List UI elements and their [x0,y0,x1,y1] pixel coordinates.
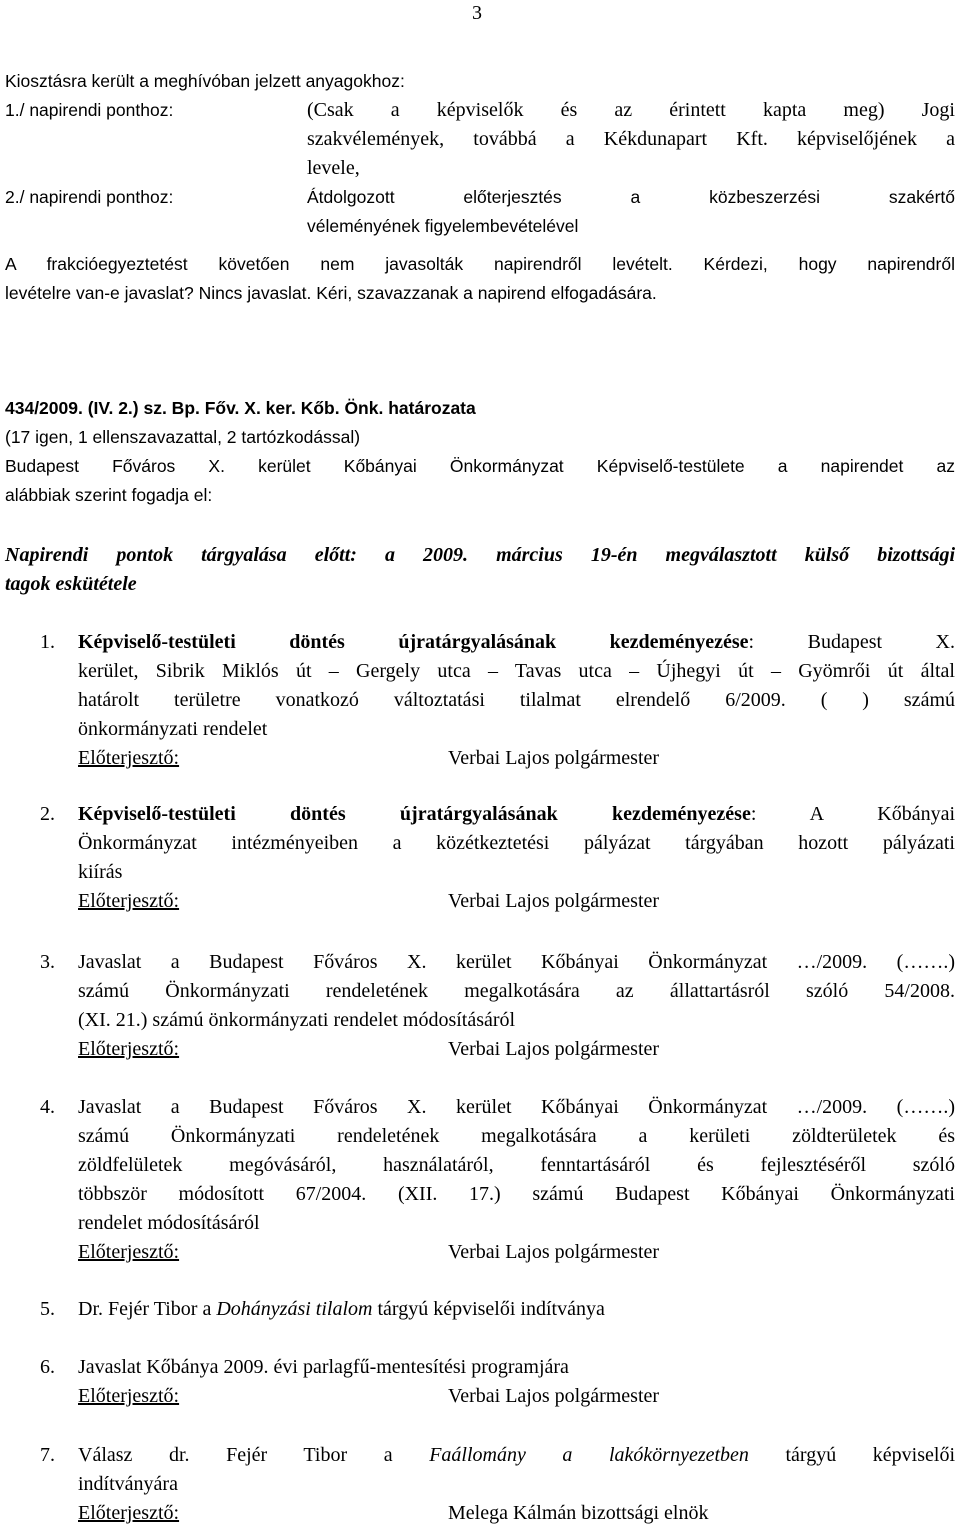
materials-intro: Kiosztásra került a meghívóban jelzett anyagokhoz: [5,71,405,91]
item-number: 3. [40,951,55,973]
item-line: (XI. 21.) számú önkormányzati rendelet módosításáról [78,1009,516,1031]
paragraph-line: levételre van-e javaslat? Nincs javaslat. Kéri, szavazzanak a napirend elfogadására. [5,283,657,303]
item-number: 7. [40,1444,55,1466]
item-line: önkormányzati rendelet [78,718,268,740]
item-text: tárgyú képviselői indítványa [377,1298,605,1320]
presenter-label: Előterjesztő: [78,1502,180,1524]
item-line: rendelet módosításáról [78,1212,260,1234]
resolution [5,394,955,510]
item-line: számú Önkormányzati rendeletének megalkotására az állattartásról szóló 54/2008. [78,980,955,1002]
resolution-title: 434/2009. (IV. 2.) sz. Bp. Főv. X. ker. Kőb. Önk. határozata [5,398,476,418]
presenter-name: Verbai Lajos polgármester [448,890,660,912]
agenda-item-6 [40,1353,955,1411]
presenter-name: Verbai Lajos polgármester [448,1241,660,1263]
presenter-label: Előterjesztő: [78,747,180,769]
materials-row-line: (Csak a képviselők és az érintett kapta meg) Jogi [307,99,955,121]
item-line: kiírás [78,861,123,883]
item-number: 2. [40,803,55,825]
item-number: 6. [40,1356,55,1378]
agenda-item-7 [40,1441,955,1528]
item-line: kerület, Sibrik Miklós út – Gergely utca – Tavas utca – Újhegyi út – Gyömrői út által [78,660,955,682]
agenda-paragraph [5,250,955,308]
resolution-body-line: alábbiak szerint fogadja el: [5,485,213,505]
item-line: számú Önkormányzati rendeletének megalkotására a kerületi zöldterületek és [78,1125,955,1147]
pre-agenda-line: Napirendi pontok tárgyalása előtt: a 2009. március 19-én megválasztott külső bizottsági [5,544,955,566]
item-number: 4. [40,1096,55,1118]
item-number: 1. [40,631,55,653]
presenter-label: Előterjesztő: [78,890,180,912]
materials-row-line: szakvélemények, továbbá a Kékdunapart Kft. képviselőjének a [307,128,955,150]
pre-agenda [5,541,955,599]
item-line: Javaslat a Budapest Főváros X. kerület Kőbányai Önkormányzat …/2009. (…….) [78,1096,955,1118]
paragraph-line: A frakcióegyeztetést követően nem javasolták napirendről levételt. Kérdezi, hogy napirendről [5,254,955,274]
materials-row-2 [5,183,955,241]
item-bold-title: Képviselő-testületi döntés újratárgyalásának kezdeményezése [78,803,751,825]
agenda-item-5 [40,1295,955,1324]
presenter-label: Előterjesztő: [78,1038,180,1060]
agenda-item-4 [40,1093,955,1267]
item-italic-title: Faállomány a lakókörnyezetben [429,1444,749,1466]
presenter-label: Előterjesztő: [78,1241,180,1263]
resolution-body-line [5,452,955,481]
item-number: 5. [40,1298,55,1320]
item-text: Dr. Fejér Tibor a [78,1298,212,1320]
item-bold-title: Képviselő-testületi döntés újratárgyalásának kezdeményezése [78,631,749,653]
materials-row-line: Átdolgozott előterjesztés a közbeszerzési szakértő [307,187,955,207]
resolution-vote: (17 igen, 1 ellenszavazattal, 2 tartózkodással) [5,427,361,447]
presenter-name: Verbai Lajos polgármester [448,1038,660,1060]
pre-agenda-line: tagok eskütétele [5,573,137,595]
item-line: Önkormányzat intézményeiben a közétkeztetési pályázat tárgyában hozott pályázati [78,832,955,854]
agenda-item-2 [40,800,955,916]
item-text: Válasz dr. Fejér Tibor a [78,1444,393,1466]
resolution-body-rest: kerület Kőbányai Önkormányzat Képviselő-testülete a napirendet az [258,456,955,476]
agenda-item-1 [40,628,955,773]
item-text: : A Kőbányai [750,803,956,825]
materials-row-label: 1./ napirendi ponthoz: [5,100,174,120]
presenter-name: Melega Kálmán bizottsági elnök [448,1502,709,1524]
materials-row-1 [5,96,955,183]
presenter-label: Előterjesztő: [78,1385,180,1407]
item-line: Javaslat a Budapest Főváros X. kerület Kőbányai Önkormányzat …/2009. (…….) [78,951,955,973]
item-line: határolt területre vonatkozó változtatási tilalmat elrendelő 6/2009. ( ) számú [78,689,955,711]
page-number: 3 [472,2,482,24]
item-italic-title: Dohányzási tilalom [216,1298,373,1320]
materials-section [5,67,955,241]
item-text: : Budapest X. [748,631,956,653]
item-line: többször módosított 67/2004. (XII. 17.) számú Budapest Kőbányai Önkormányzati [78,1183,955,1205]
item-line: zöldfelületek megóvásáról, használatáról, fenntartásáról és fejlesztéséről szóló [78,1154,955,1176]
agenda-item-3 [40,948,955,1064]
item-text: tárgyú képviselői [785,1444,956,1466]
materials-row-line: véleményének figyelembevételével [307,216,579,236]
presenter-name: Verbai Lajos polgármester [448,747,660,769]
resolution-body-lead: Budapest Főváros X. [5,456,225,476]
item-line: Javaslat Kőbánya 2009. évi parlagfű-mentesítési programjára [78,1356,569,1378]
materials-row-label: 2./ napirendi ponthoz: [5,187,174,207]
item-line: indítványára [78,1473,178,1495]
materials-row-line: levele, [307,157,360,179]
presenter-name: Verbai Lajos polgármester [448,1385,660,1407]
